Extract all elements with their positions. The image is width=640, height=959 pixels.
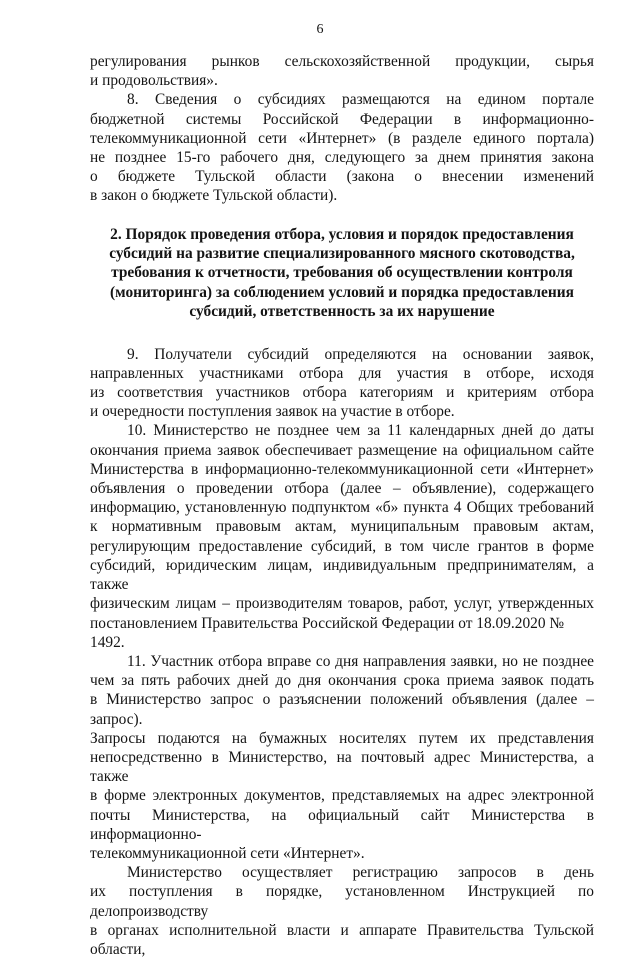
- text-line: непосредственно в Министерство, на почтовый адрес Министерства, а также: [90, 748, 594, 786]
- text-line: чем за пять рабочих дней до дня окончания срока приема заявок подать: [90, 672, 594, 690]
- text-line: направленных участниками отбора для участия в отборе, исходя: [90, 364, 594, 382]
- paragraph-registration: [90, 863, 594, 959]
- text-line: в органах исполнительной власти и аппарате Правительства Тульской области,: [90, 921, 594, 958]
- paragraph-8: [90, 90, 594, 205]
- text-line: регулирующим предоставление субсидий, в том числе грантов в форме: [90, 537, 594, 555]
- text-line: телекоммуникационной сети «Интернет» (в разделе единого портала): [90, 129, 594, 147]
- text-line: из соответствия участников отбора категориям и критериям отбора: [90, 384, 594, 402]
- text-line: Запросы подаются на бумажных носителях путем их представления: [90, 729, 594, 747]
- heading-line: субсидий на развитие специализированного мясного скотоводства,: [109, 245, 575, 263]
- text-line: Министерство осуществляет регистрацию запросов в день: [127, 864, 594, 882]
- heading-line: 2. Порядок проведения отбора, условия и порядок предоставления: [110, 225, 574, 243]
- text-line: постановлением Правительства Российской Федерации от 18.09.2020 № 1492.: [90, 614, 565, 651]
- text-line: в Министерство запрос о разъяснении положений объявления (далее – запрос).: [90, 691, 594, 728]
- text-line: субсидий, юридическим лицам, индивидуальным предпринимателям, а также: [90, 556, 594, 594]
- text-line: о бюджете Тульской области (закона о внесении изменений: [90, 168, 594, 186]
- text-line: и продовольствия».: [90, 72, 218, 90]
- paragraph-11: [90, 652, 594, 863]
- text-line: телекоммуникационной сети «Интернет».: [90, 844, 365, 862]
- text-line: окончания приема заявок обеспечивает размещение на официальном сайте: [90, 441, 594, 459]
- heading-line: требования к отчетности, требования об осуществлении контроля: [111, 264, 573, 282]
- text-line: 9. Получатели субсидий определяются на основании заявок,: [127, 345, 594, 363]
- text-line: 8. Сведения о субсидиях размещаются на едином портале: [127, 91, 594, 109]
- text-line: Министерства в информационно-телекоммуникационной сети «Интернет»: [90, 460, 594, 478]
- text-line: 11. Участник отбора вправе со дня направления заявки, но не позднее: [127, 652, 594, 670]
- text-line: их поступления в порядке, установленном Инструкцией по делопроизводству: [90, 883, 594, 920]
- heading-line: субсидий, ответственность за их нарушение: [189, 303, 495, 321]
- text-line: в форме электронных документов, представляемых на адрес электронной: [90, 787, 594, 805]
- text-line: физическим лицам – производителям товаров, работ, услуг, утвержденных: [90, 595, 594, 613]
- text-line: почты Министерства, на официальный сайт Министерства в информационно-: [90, 806, 594, 843]
- text-line: информацию, установленную подпунктом «б» пункта 4 Общих требований: [90, 499, 594, 517]
- paragraph-10: [90, 421, 594, 651]
- paragraph-9: [90, 345, 594, 422]
- document-body: [90, 52, 594, 959]
- text-line: и очередности поступления заявок на участие в отборе.: [90, 403, 455, 421]
- text-line: в закон о бюджете Тульской области).: [90, 187, 338, 205]
- text-line: бюджетной системы Российской Федерации в информационно-: [90, 110, 594, 128]
- text-line: объявления о проведении отбора (далее – объявление), содержащего: [90, 480, 594, 498]
- page-number: 6: [316, 22, 324, 37]
- section-heading: [90, 225, 594, 322]
- paragraph-continuation: [90, 52, 594, 90]
- text-line: 10. Министерство не позднее чем за 11 календарных дней до даты: [127, 422, 594, 440]
- text-line: регулирования рынков сельскохозяйственной продукции, сырья: [90, 53, 594, 70]
- heading-line: (мониторинга) за соблюдением условий и порядка предоставления: [110, 283, 574, 301]
- text-line: не позднее 15-го рабочего дня, следующего за днем принятия закона: [90, 149, 594, 167]
- text-line: к нормативным правовым актам, муниципальным правовым актам,: [90, 518, 594, 536]
